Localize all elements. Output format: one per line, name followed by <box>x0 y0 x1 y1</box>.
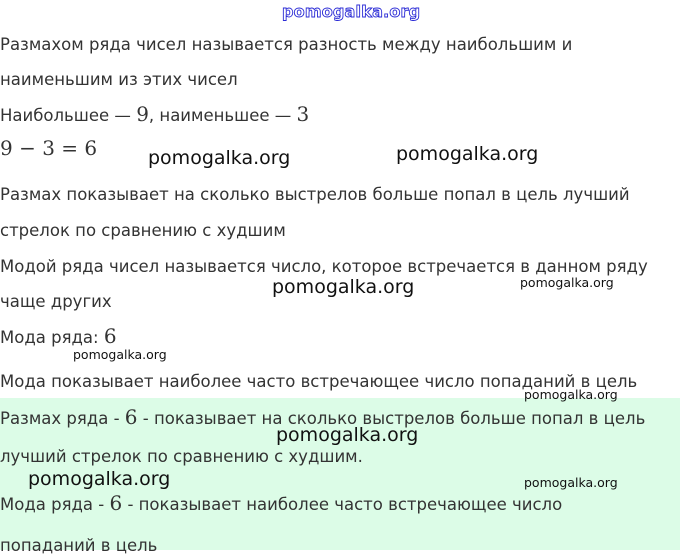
watermark: pomogalka.org <box>272 276 415 298</box>
answer-mode-value: 6 <box>109 491 123 515</box>
watermark-top: pomogalka.org <box>282 2 421 21</box>
answer-range-value: 6 <box>124 405 138 429</box>
answer-mode-line-2: попаданий в цель <box>0 536 158 555</box>
mode-meaning-line: Мода показывает наиболее часто встречающее число попаданий в цель <box>0 372 638 391</box>
min-value: 3 <box>296 102 310 126</box>
max-min-prefix: Наибольшее — <box>0 106 137 125</box>
range-meaning-line-1: Размах показывает на сколько выстрелов больше попал в цель лучший <box>0 185 630 204</box>
range-definition-line-1: Размахом ряда чисел называется разность между наибольшим и <box>0 35 573 54</box>
max-min-mid: , наименьшее — <box>148 106 297 125</box>
range-definition-line-2: наименьшим из этих чисел <box>0 70 238 89</box>
mode-definition-line-1: Модой ряда чисел называется число, которое встречается в данном ряду <box>0 257 648 276</box>
max-min-line <box>0 103 309 127</box>
watermark: pomogalka.org <box>28 468 171 490</box>
answer-range-prefix: Размах ряда - <box>0 409 125 428</box>
watermark: pomogalka.org <box>276 424 419 446</box>
watermark: pomogalka.org <box>73 347 167 362</box>
answer-range-suffix: - показывает на сколько выстрелов больше попал в цель <box>137 409 646 428</box>
mode-value-line <box>0 325 117 349</box>
watermark: pomogalka.org <box>524 475 618 490</box>
answer-mode-line-1 <box>0 492 562 516</box>
range-meaning-line-2: стрелок по сравнению с худшим <box>0 221 286 240</box>
answer-range-line-2: лучший стрелок по сравнению с худшим. <box>0 447 363 466</box>
watermark: pomogalka.org <box>396 143 539 165</box>
max-value: 9 <box>136 102 149 126</box>
answer-mode-suffix: - показывает наиболее часто встречающее число <box>122 495 563 514</box>
range-calculation: 9 − 3 = 6 <box>0 136 98 160</box>
watermark: pomogalka.org <box>520 275 614 290</box>
mode-definition-line-2: чаще других <box>0 292 112 311</box>
watermark: pomogalka.org <box>524 387 618 402</box>
watermark: pomogalka.org <box>148 147 291 169</box>
answer-mode-prefix: Мода ряда - <box>0 495 110 514</box>
mode-value: 6 <box>103 324 117 348</box>
mode-prefix: Мода ряда: <box>0 328 104 347</box>
